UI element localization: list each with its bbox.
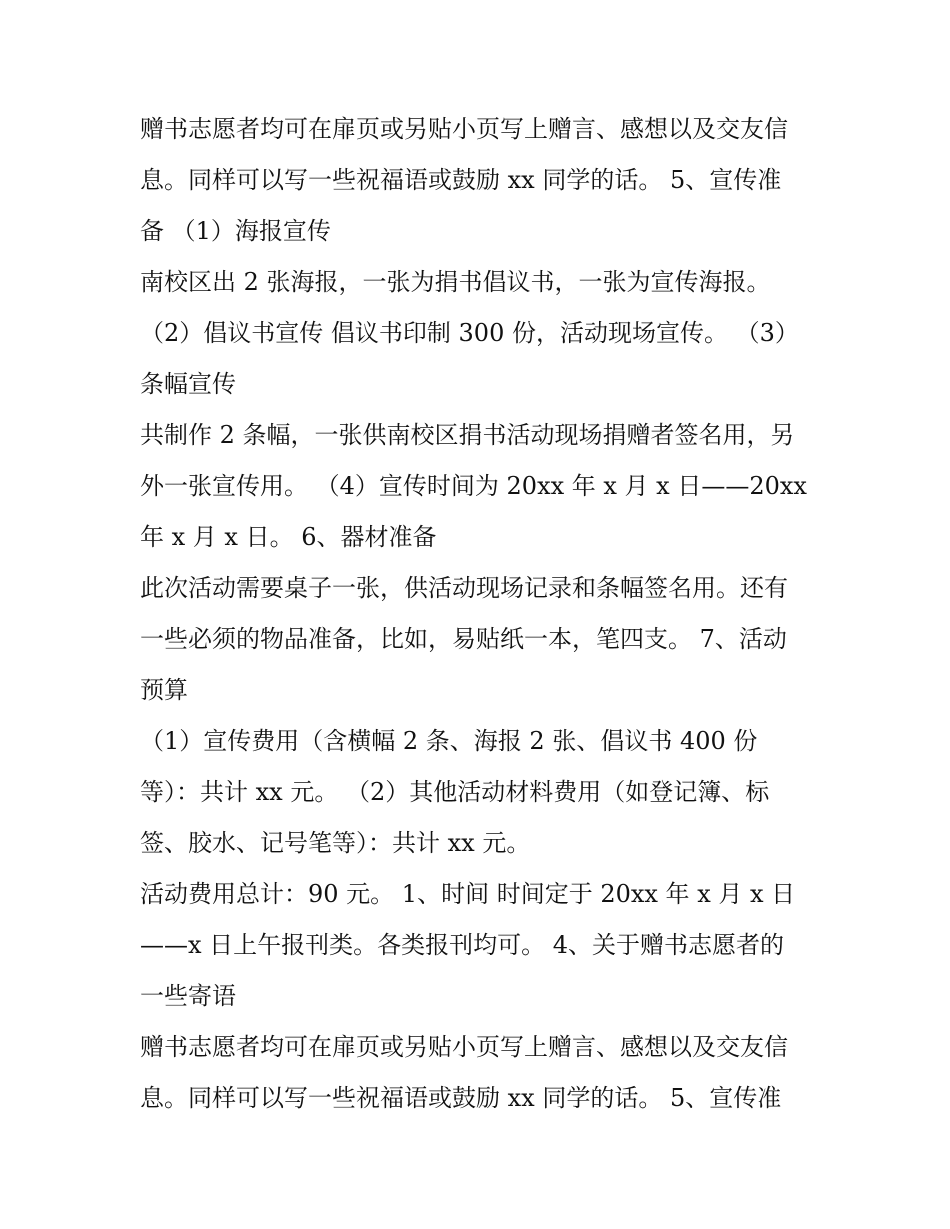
text-line: 等）：共计 xx 元。 （2）其他活动材料费用（如登记簿、标 bbox=[140, 778, 770, 806]
text-line: 一些必须的物品准备，比如，易贴纸一本，笔四支。 7、活动 bbox=[140, 625, 787, 653]
text-line: 息。同样可以写一些祝福语或鼓励 xx 同学的话。 5、宣传准 bbox=[140, 166, 782, 194]
text-line: 预算 bbox=[140, 676, 188, 704]
text-line: 条幅宣传 bbox=[140, 370, 236, 398]
text-line: （1）宣传费用（含横幅 2 条、海报 2 张、倡议书 400 份 bbox=[140, 727, 758, 755]
text-line: 年 x 月 x 日。 6、器材准备 bbox=[140, 523, 437, 551]
text-line: 备 （1）海报宣传 bbox=[140, 217, 331, 245]
text-line: （2）倡议书宣传 倡议书印制 300 份，活动现场宣传。 （3） bbox=[140, 319, 799, 347]
text-line: 赠书志愿者均可在扉页或另贴小页写上赠言、感想以及交友信 bbox=[140, 1033, 788, 1061]
document-body bbox=[140, 104, 820, 1124]
text-line: 南校区出 2 张海报，一张为捐书倡议书，一张为宣传海报。 bbox=[140, 268, 771, 296]
text-line: ——x 日上午报刊类。各类报刊均可。 4、关于赠书志愿者的 bbox=[140, 931, 785, 959]
text-line: 赠书志愿者均可在扉页或另贴小页写上赠言、感想以及交友信 bbox=[140, 115, 788, 143]
text-line: 此次活动需要桌子一张，供活动现场记录和条幅签名用。还有 bbox=[140, 574, 788, 602]
text-line: 活动费用总计：90 元。 1、时间 时间定于 20xx 年 x 月 x 日 bbox=[140, 880, 796, 908]
text-line: 息。同样可以写一些祝福语或鼓励 xx 同学的话。 5、宣传准 bbox=[140, 1084, 782, 1112]
text-line: 签、胶水、记号笔等）：共计 xx 元。 bbox=[140, 829, 531, 857]
text-line: 共制作 2 条幅，一张供南校区捐书活动现场捐赠者签名用，另 bbox=[140, 421, 795, 449]
text-line: 一些寄语 bbox=[140, 982, 236, 1010]
text-line: 外一张宣传用。 （4）宣传时间为 20xx 年 x 月 x 日——20xx bbox=[140, 472, 807, 500]
